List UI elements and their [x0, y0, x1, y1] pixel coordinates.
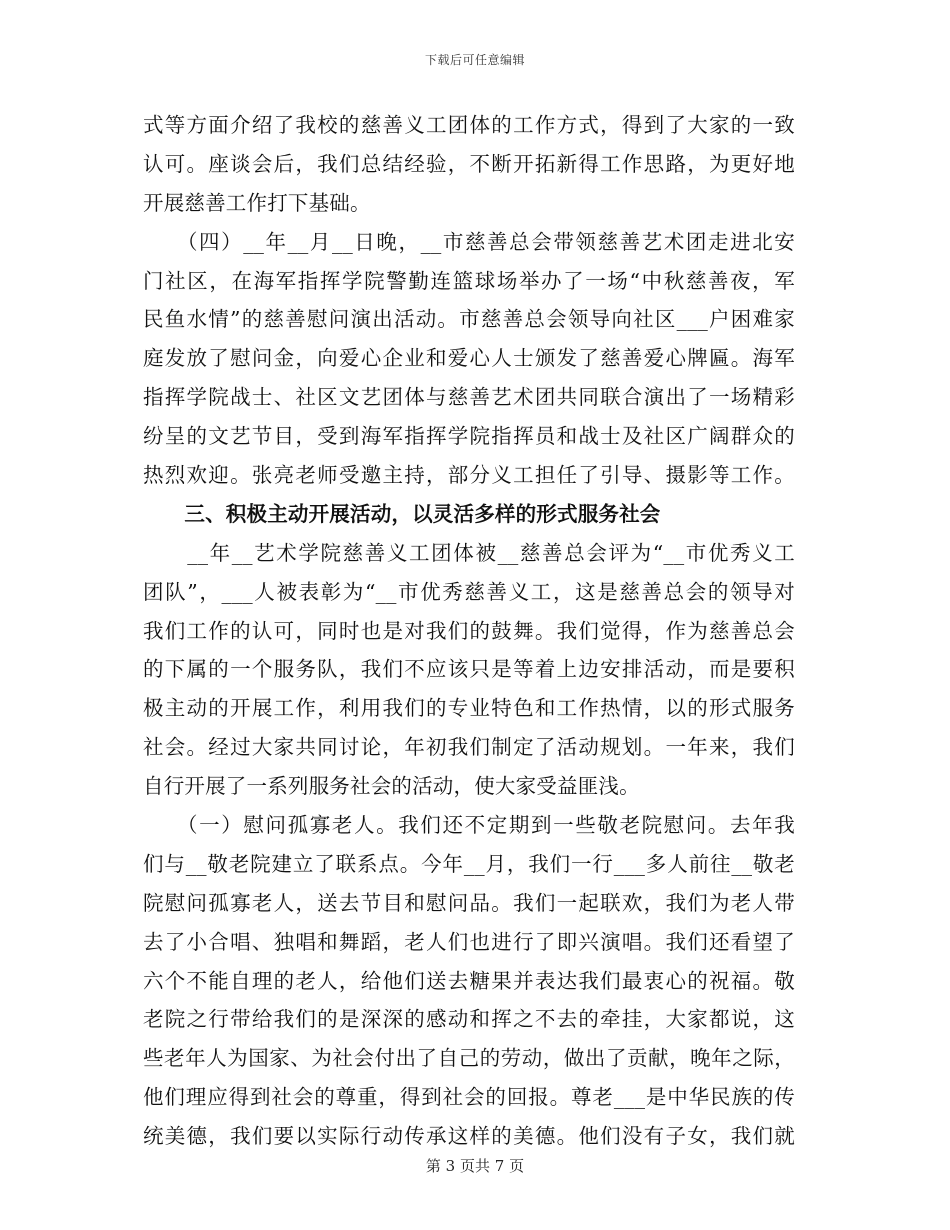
text-line: 认可。座谈会后，我们总结经验，不断开拓新得工作思路，为更好地 [143, 151, 795, 176]
text-line: 的下属的一个服务队，我们不应该只是等着上边安排活动，而是要积 [143, 657, 795, 682]
text-line: 热烈欢迎。张亮老师受邀主持，部分义工担任了引导、摄影等工作。 [143, 463, 795, 488]
text-line: 自行开展了一系列服务社会的活动，使大家受益匪浅。 [143, 774, 640, 799]
text-line: 些老年人为国家、为社会付出了自己的劳动，做出了贡献，晚年之际， [143, 1046, 795, 1071]
text-line: 指挥学院战士、社区文艺团体与慈善艺术团共同联合演出了一场精彩 [143, 385, 795, 410]
text-line: 民鱼水情”的慈善慰问演出活动。市慈善总会领导向社区___户困难家 [143, 307, 795, 332]
text-line: 纷呈的文艺节目，受到海军指挥学院指挥员和战士及社区广阔群众的 [143, 424, 795, 449]
text-line: （一）慰问孤寡老人。我们还不定期到一些敬老院慰问。去年我 [143, 813, 795, 838]
text-line: 门社区，在海军指挥学院警勤连篮球场举办了一场“中秋慈善夜，军 [143, 268, 795, 293]
text-line: （四）__年__月__日晚，__市慈善总会带领慈善艺术团走进北安 [143, 229, 795, 254]
text-line: 庭发放了慰问金，向爱心企业和爱心人士颁发了慈善爱心牌匾。海军 [143, 346, 795, 371]
page-header: 下载后可任意编辑 [424, 53, 525, 67]
section-heading: 三、积极主动开展活动，以灵活多样的形式服务社会 [143, 501, 661, 526]
text-line: 开展慈善工作打下基础。 [143, 190, 371, 215]
text-line: 团队”，___人被表彰为“__市优秀慈善义工，这是慈善总会的领导对 [143, 579, 795, 604]
text-line: 六个不能自理的老人，给他们送去糖果并表达我们最衷心的祝福。敬 [143, 968, 795, 993]
text-line: 他们理应得到社会的尊重，得到社会的回报。尊老___是中华民族的传 [143, 1085, 795, 1110]
text-line: 极主动的开展工作，利用我们的专业特色和工作热情，以的形式服务 [143, 696, 795, 721]
page-number: 第 3 页共 7 页 [425, 1157, 525, 1175]
text-line: 式等方面介绍了我校的慈善义工团体的工作方式，得到了大家的一致 [143, 113, 795, 137]
text-line: 老院之行带给我们的是深深的感动和挥之不去的牵挂，大家都说，这 [143, 1007, 795, 1032]
text-line: __年__艺术学院慈善义工团体被__慈善总会评为“__市优秀义工 [143, 540, 795, 565]
document-body [143, 106, 795, 1156]
text-line: 统美德，我们要以实际行动传承这样的美德。他们没有子女，我们就 [143, 1124, 795, 1149]
text-line: 们与__敬老院建立了联系点。今年__月，我们一行___多人前往__敬老 [143, 851, 795, 876]
text-line: 社会。经过大家共同讨论，年初我们制定了活动规划。一年来，我们 [143, 735, 795, 760]
text-line: 院慰问孤寡老人，送去节目和慰问品。我们一起联欢，我们为老人带 [143, 890, 795, 915]
text-line: 去了小合唱、独唱和舞蹈，老人们也进行了即兴演唱。我们还看望了 [143, 929, 795, 954]
text-line: 我们工作的认可，同时也是对我们的鼓舞。我们觉得，作为慈善总会 [143, 618, 795, 643]
